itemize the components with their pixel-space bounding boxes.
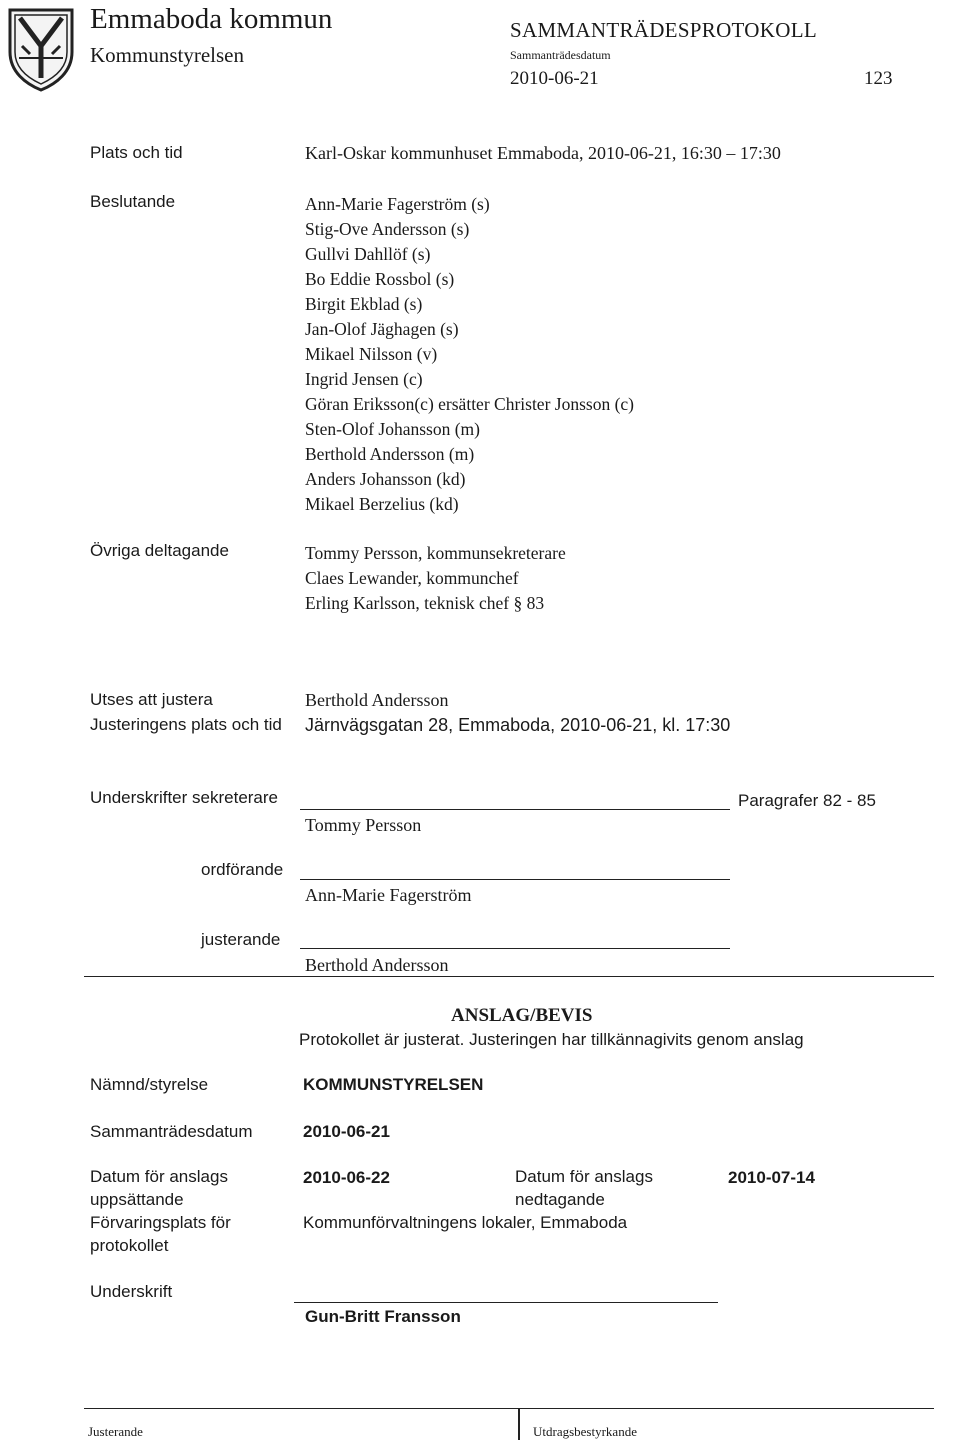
- secretary-signature-line[interactable]: [300, 809, 730, 810]
- paragraphs-range: Paragrafer 82 - 85: [738, 791, 876, 810]
- footer-adjusting-label: Justerande: [88, 1424, 143, 1439]
- header-date-label: Sammanträdesdatum: [510, 48, 611, 62]
- list-item: Jan-Olof Jäghagen (s): [305, 319, 459, 339]
- section-divider: [84, 976, 934, 977]
- list-item: Stig-Ove Andersson (s): [305, 219, 470, 239]
- removed-label-line1: Datum för anslags: [515, 1167, 653, 1186]
- list-item: Tommy Persson, kommunsekreterare: [305, 543, 566, 563]
- signature-label: Underskrift: [90, 1282, 173, 1301]
- adjuster-name: Berthold Andersson: [305, 955, 449, 975]
- list-item: Anders Johansson (kd): [305, 469, 466, 489]
- appointed-value: Berthold Andersson: [305, 690, 449, 710]
- list-item: Erling Karlsson, teknisk chef § 83: [305, 593, 545, 613]
- adjuster-label: justerande: [201, 930, 281, 949]
- list-item: Gullvi Dahllöf (s): [305, 244, 431, 264]
- adjustment-place-label: Justeringens plats och tid: [90, 715, 282, 734]
- place-label: Plats och tid: [90, 143, 183, 162]
- chair-label: ordförande: [201, 860, 284, 879]
- chair-signature-line[interactable]: [300, 879, 730, 880]
- committee-name: Kommunstyrelsen: [90, 43, 244, 67]
- deciding-label: Beslutande: [90, 192, 176, 211]
- board-label: Nämnd/styrelse: [90, 1075, 209, 1094]
- storage-value: Kommunförvaltningens lokaler, Emmaboda: [303, 1213, 628, 1232]
- list-item: Birgit Ekblad (s): [305, 294, 423, 314]
- others-list: [305, 541, 566, 616]
- notice-subtitle: Protokollet är justerat. Justeringen har tillkännagivits genom anslag: [299, 1030, 804, 1049]
- notice-signature-line[interactable]: [294, 1302, 718, 1303]
- document-type: SAMMANTRÄDESPROTOKOLL: [510, 18, 817, 42]
- meeting-date-value: 2010-06-21: [303, 1122, 390, 1141]
- page-number: 123: [864, 68, 893, 89]
- board-value: KOMMUNSTYRELSEN: [303, 1075, 484, 1094]
- appointed-label: Utses att justera: [90, 690, 213, 709]
- municipality-name: Emmaboda kommun: [90, 3, 333, 35]
- chair-name: Ann-Marie Fagerström: [305, 885, 472, 905]
- storage-label-line1: Förvaringsplats för: [90, 1213, 231, 1232]
- list-item: Göran Eriksson(c) ersätter Christer Jonsson (c): [305, 394, 635, 414]
- footer-divider: [518, 1408, 520, 1440]
- coat-of-arms-logo: [6, 6, 76, 92]
- posted-value: 2010-06-22: [303, 1168, 390, 1187]
- signature-name: Gun-Britt Fransson: [305, 1307, 461, 1326]
- posted-label-line2: uppsättande: [90, 1190, 184, 1209]
- list-item: Claes Lewander, kommunchef: [305, 568, 519, 588]
- deciding-members-list: [305, 192, 634, 517]
- municipal-coat-of-arms-icon: [6, 6, 76, 92]
- secretary-name: Tommy Persson: [305, 815, 422, 835]
- place-value: Karl-Oskar kommunhuset Emmaboda, 2010-06-21, 16:30 – 17:30: [305, 143, 781, 163]
- header-date: 2010-06-21: [510, 68, 599, 89]
- list-item: Bo Eddie Rossbol (s): [305, 269, 455, 289]
- removed-value: 2010-07-14: [728, 1168, 815, 1187]
- list-item: Sten-Olof Johansson (m): [305, 419, 480, 439]
- removed-label-line2: nedtagande: [515, 1190, 605, 1209]
- footer-rule: [84, 1408, 934, 1409]
- list-item: Ingrid Jensen (c): [305, 369, 423, 389]
- storage-label-line2: protokollet: [90, 1236, 169, 1255]
- list-item: Mikael Nilsson (v): [305, 344, 438, 364]
- adjustment-place-value: Järnvägsgatan 28, Emmaboda, 2010-06-21, kl. 17:30: [305, 715, 731, 735]
- posted-label-line1: Datum för anslags: [90, 1167, 228, 1186]
- notice-title: ANSLAG/BEVIS: [451, 1005, 593, 1026]
- list-item: Berthold Andersson (m): [305, 444, 475, 464]
- meeting-date-label: Sammanträdesdatum: [90, 1122, 253, 1141]
- signatures-label: Underskrifter sekreterare: [90, 788, 279, 807]
- others-label: Övriga deltagande: [90, 541, 229, 560]
- footer-certifying-label: Utdragsbestyrkande: [533, 1424, 637, 1439]
- adjuster-signature-line[interactable]: [300, 948, 730, 949]
- list-item: Ann-Marie Fagerström (s): [305, 194, 490, 214]
- list-item: Mikael Berzelius (kd): [305, 494, 459, 514]
